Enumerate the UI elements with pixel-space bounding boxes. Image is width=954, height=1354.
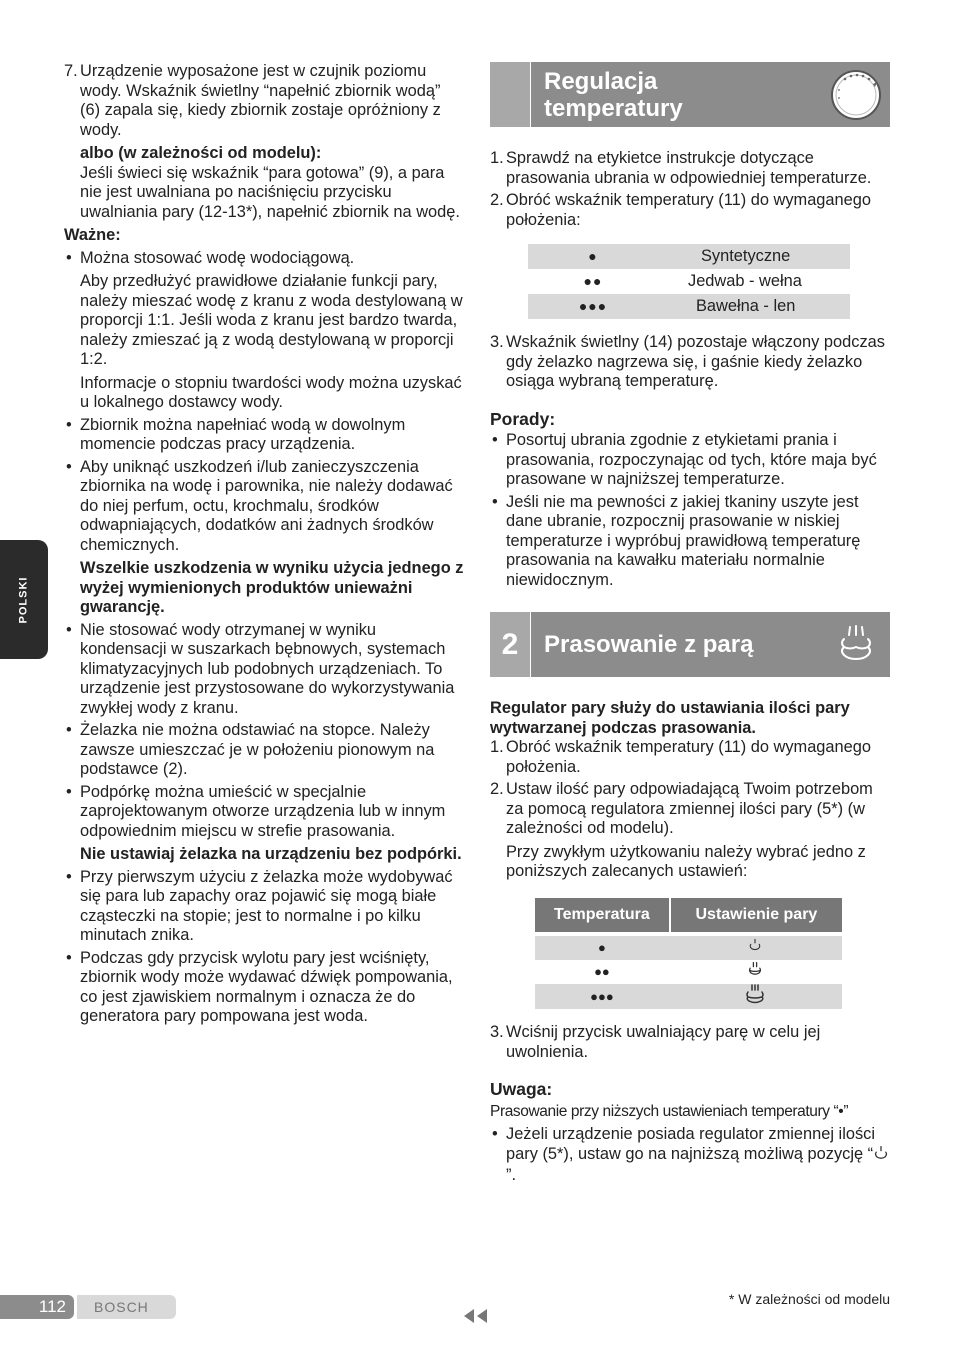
step-text: Obróć wskaźnik temperatury (11) do wymaganego położenia: xyxy=(506,191,872,229)
note-bullet-text: Jeżeli urządzenie posiada regulator zmiennej ilości pary (5*), ustaw go na najniższą możliwą pozycję “ xyxy=(506,1125,875,1163)
bullet-item xyxy=(490,1125,890,1186)
temp-dots: ●●● xyxy=(535,984,669,1010)
footnote: * W zależności od modelu xyxy=(728,1291,890,1307)
table-row xyxy=(528,294,850,319)
step-number: 3. xyxy=(490,333,504,351)
bullet-text: • Podczas gdy przycisk wylotu pary jest wciśnięty, zbiornik wody może wydawać dźwięk pompowania, co jest zjawiskiem normalnym i oznacza że do generatora pary pompowana jest woda. xyxy=(80,948,453,1025)
table-row xyxy=(535,984,842,1010)
temperature-section-header xyxy=(490,62,890,127)
steam-level-1-icon xyxy=(873,1145,889,1167)
left-column xyxy=(64,62,464,1027)
bold-warning: Nie ustawiaj żelazka na urządzeniu bez podpórki. xyxy=(80,845,462,863)
warranty-warning: Wszelkie uszkodzenia w wyniku użycia jednego z wyżej wymienionych produktów unieważni gwarancję. xyxy=(80,559,464,616)
bullet-text: • Jeśli nie ma pewności z jakiej tkaniny uszyte jest dane ubranie, rozpocznij prasowanie w niskiej temperaturze i wypróbuj prawidłową temperaturę prasowania na kawałku materiału normalnie niewidocznym. xyxy=(506,492,861,589)
note-text: Prasowanie przy niższych ustawieniach temperatury “•” xyxy=(490,1102,849,1120)
table-row xyxy=(528,269,850,294)
bullet-item xyxy=(64,721,464,780)
bullet-item xyxy=(490,493,890,591)
title-line: Regulacja xyxy=(544,67,658,95)
section-title: Prasowanie z parą xyxy=(544,631,754,658)
step-text: Przy zwykłym użytkowaniu należy wybrać jedno z poniższych zalecanych ustawień: xyxy=(506,842,866,880)
steam-section-header xyxy=(490,612,890,677)
fabric-label: Bawełna - len xyxy=(658,294,850,319)
right-column xyxy=(490,62,890,1186)
bullet-item xyxy=(64,949,464,1027)
bullet-text: • Podpórkę można umieścić w specjalnie zaprojektowanym otworze urządzenia lub w innym odpowiednim miejscu w strefie prasowania. xyxy=(80,782,446,840)
bullet-text: • Aby uniknąć uszkodzeń i/lub zanieczyszczenia zbiornika na wodę i parownika, nie należy dodawać do niej perfum, octu, krochmalu, środków odwapniających, dodatków ani żadnych środków chemicznych. xyxy=(80,457,453,554)
step-number: 3. xyxy=(490,1023,504,1041)
table-header-row xyxy=(535,898,842,932)
previous-page-icon[interactable] xyxy=(462,1308,490,1330)
temperature-table xyxy=(528,244,850,319)
steam-level-1-icon xyxy=(669,936,842,960)
brand-label: BOSCH xyxy=(77,1295,176,1319)
steam-settings-table xyxy=(535,898,842,1010)
step-number: 2. xyxy=(490,780,504,798)
item-number: 7. xyxy=(64,62,78,80)
bullet-text xyxy=(506,1125,890,1186)
table-row xyxy=(528,244,850,269)
bullet-text: • Można stosować wodę wodociągową. xyxy=(80,248,355,267)
steam-step-2 xyxy=(490,780,890,882)
step-text: Sprawdź na etykietce instrukcje dotyczące prasowania ubrania w odpowiedniej temperaturze. xyxy=(506,149,872,187)
steam-icon xyxy=(828,617,884,673)
bullet-item xyxy=(64,458,464,618)
bullet-text: Informacje o stopniu twardości wody można uzyskać u lokalnego dostawcy wody. xyxy=(80,373,462,411)
bullet-item xyxy=(64,249,464,413)
step-number: 2. xyxy=(490,191,504,209)
item-7 xyxy=(64,62,464,222)
temp-dots: ● xyxy=(535,936,669,960)
table-row xyxy=(535,936,842,960)
bullet-item xyxy=(64,416,464,455)
item-text: Urządzenie wyposażone jest w czujnik poziomu wody. Wskaźnik świetlny “napełnić zbiornik wodą” (6) zapala się, kiedy zbiornik zostaje opróżniony z wody. xyxy=(80,62,441,139)
important-label: Ważne: xyxy=(64,226,121,244)
column-header: Ustawienie pary xyxy=(669,898,842,932)
bullet-text: • Zbiornik można napełniać wodą w dowolnym momencie podczas pracy urządzenia. xyxy=(80,415,406,453)
step-text: Obróć wskaźnik temperatury (11) do wymaganego położenia. xyxy=(506,738,872,776)
alt-label: albo (w zależności od modelu): xyxy=(80,144,322,162)
language-tab xyxy=(0,540,48,659)
steam-level-3-icon xyxy=(669,984,842,1010)
step-text: Wskaźnik świetlny (14) pozostaje włączony podczas gdy żelazko nagrzewa się, i gaśnie kiedy żelazko osiąga wybraną temperaturę. xyxy=(506,333,885,390)
step-text: Ustaw ilość pary odpowiadającą Twoim potrzebom za pomocą regulatora zmiennej ilości pary (5*) (w zależności od modelu). xyxy=(506,780,873,837)
bullet-item xyxy=(64,621,464,719)
column-header: Temperatura xyxy=(535,898,669,932)
bullet-item xyxy=(490,431,890,490)
temp-dots: ●● xyxy=(594,963,610,979)
step-text: Wciśnij przycisk uwalniający parę w celu jej uwolnienia. xyxy=(506,1023,821,1061)
note-bullet-text: ”. xyxy=(506,1166,517,1184)
fabric-label: Jedwab - wełna xyxy=(688,271,802,290)
temp-step-2 xyxy=(490,191,890,230)
bullet-text: • Żelazka nie można odstawiać na stopce. Należy zawsze umieszczać je w położeniu pionowym na podstawce (2). xyxy=(80,721,435,778)
section-title xyxy=(531,68,828,122)
bullet-text: • Nie stosować wody otrzymanej w wyniku kondensacji w suszarkach bębnowych, systemach klimatyzacyjnych lub podobnych urządzeniach. To urządzenie jest przystosowane do wykorzystywania zwykłej wody z kranu. xyxy=(80,620,455,717)
temp-dots: ●● xyxy=(583,272,603,289)
temp-dots: ● xyxy=(528,244,658,269)
steam-step-3 xyxy=(490,1023,890,1062)
section-number: 2 xyxy=(490,612,531,677)
fabric-label: Syntetyczne xyxy=(658,244,850,269)
steam-intro: Regulator pary służy do ustawiania ilości pary wytwarzanej podczas prasowania. xyxy=(490,699,850,737)
temperature-dial-icon xyxy=(828,67,884,123)
step-number: 1. xyxy=(490,149,504,167)
bullet-item xyxy=(64,783,464,865)
bullet-item xyxy=(64,868,464,946)
temp-dots: ●●● xyxy=(528,294,658,319)
table-row xyxy=(535,960,842,984)
page-number: 112 xyxy=(0,1295,74,1319)
tips-heading: Porady: xyxy=(490,408,556,429)
bullet-text: • Przy pierwszym użyciu z żelazka może wydobywać się para lub zapachy oraz pojawić się mogą białe cząsteczki na stopie; jest to normalne i po kilku minutach znika. xyxy=(80,867,453,944)
language-label: POLSKI xyxy=(17,576,30,623)
steam-step-1 xyxy=(490,738,890,777)
temp-step-3 xyxy=(490,333,890,392)
temp-step-1 xyxy=(490,149,890,188)
steam-level-2-icon xyxy=(669,960,842,984)
header-tab xyxy=(490,62,531,127)
alt-text: Jeśli świeci się wskaźnik “para gotowa” (9), a para nie jest uwalniana po naciśnięciu przycisku uwalniania pary (12-13*), napełnić zbiornik na wodę. xyxy=(80,163,460,221)
bullet-text: • Posortuj ubrania zgodnie z etykietami prania i prasowania, rozpoczynając od tych, które maja być prasowane w najniższej temperaturze. xyxy=(506,431,877,488)
note-heading: Uwaga: xyxy=(490,1079,553,1099)
bullet-text: Aby przedłużyć prawidłowe działanie funkcji pary, należy mieszać wodę z kranu z woda destylowaną w proporcji 1:1. Jeśli woda z kranu jest bardzo twarda, należy zmieszać ją z wodą destylowaną w proporcji 1:2. xyxy=(80,272,463,368)
title-line: temperatury xyxy=(544,94,683,122)
step-number: 1. xyxy=(490,738,504,756)
